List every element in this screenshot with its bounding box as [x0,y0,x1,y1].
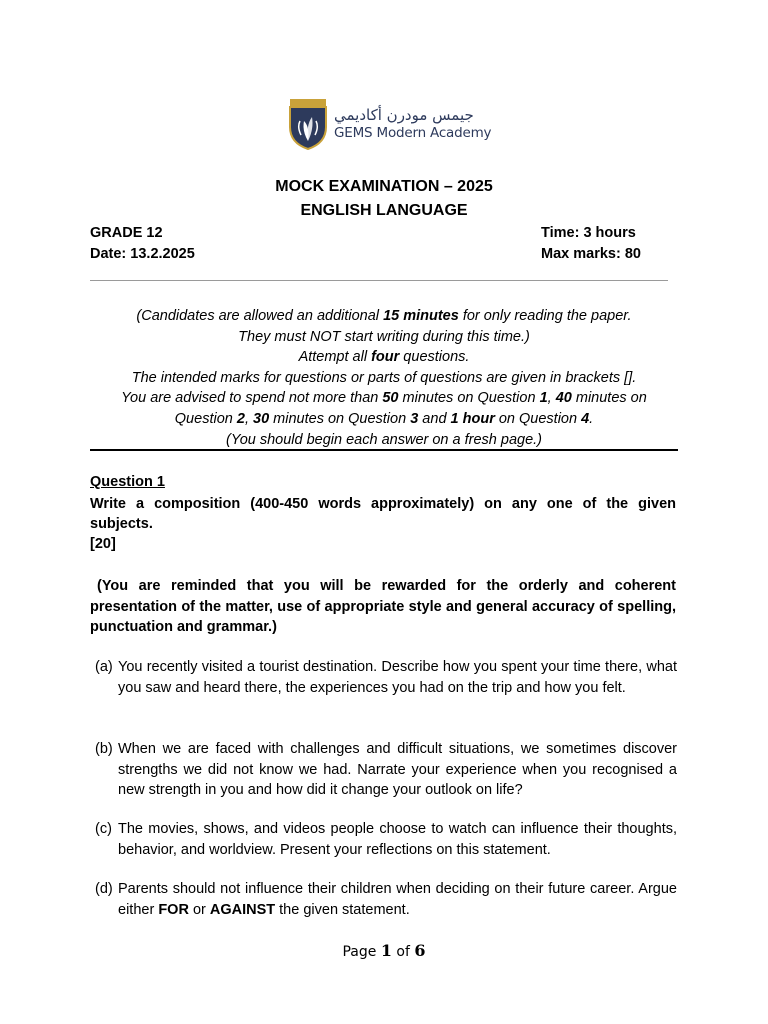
instruction-line: (Candidates are allowed an additional 15 minutes for only reading the paper. [136,308,632,324]
option-label: (a) [95,659,113,675]
instructions-divider [90,449,678,451]
instruction-line: You are advised to spend not more than 50 minutes on Question 1, 40 minutes on [121,390,647,407]
instruction-line: Question 2, 30 minutes on Question 3 and 1 hour on Question 4. [174,410,594,427]
instruction-line: The intended marks for questions or parts of questions are given in brackets []. [131,369,637,386]
option-label: (b) [95,741,113,757]
option-text: When we are faced with challenges and difficult situations, we sometimes discover strengths we did not know we had. Narrate your experience when you recognised a new strength in you and how did it change your outlook on life? [118,741,677,798]
grade-label: GRADE 12 [90,225,163,241]
option-b [95,739,677,801]
time-label: Time: 3 hours [541,225,636,241]
school-logo [276,96,492,152]
date-label: Date: 13.2.2025 [90,246,195,262]
option-text: The movies, shows, and videos people choose to watch can influence their thoughts, behavior, and worldview. Present your reflections on this statement. [118,821,677,858]
option-label: (d) [95,881,113,897]
instruction-line: Attempt all four questions. [298,349,470,366]
instructions-block [90,306,678,450]
option-d [95,879,677,920]
max-marks-label: Max marks: 80 [541,246,641,262]
question-reminder: (You are reminded that you will be rewarded for the orderly and coherent presentation of the matter, use of appropriate style and general accuracy of spelling, punctuation and grammar.) [90,578,676,635]
question-heading: Question 1 [90,474,165,490]
exam-title: MOCK EXAMINATION – 2025 [275,178,493,195]
option-label: (c) [95,821,112,837]
question-marks: [20] [90,536,116,552]
shield-crest-icon [288,97,328,151]
question-text: Write a composition (400-450 words approximately) on any one of the given subjects. [90,496,676,532]
option-a [95,657,677,698]
instruction-line: (You should begin each answer on a fresh page.) [226,431,542,448]
option-text: Parents should not influence their children when deciding on their future career. Argue either FOR or AGAINST the given statement. [118,881,677,918]
page-number: Page 1 of 6 [342,941,426,960]
option-text: You recently visited a tourist destination. Describe how you spent your time there, what you saw and heard there, the experiences you had on the trip and how you felt. [118,659,677,696]
option-c [95,819,677,860]
subject-title: ENGLISH LANGUAGE [300,202,468,219]
logo-english-text: GEMS Modern Academy [334,125,492,141]
header-divider [90,280,668,281]
logo-arabic-text: جيمس مودرن أكاديمي [334,106,474,124]
instruction-line: They must NOT start writing during this time.) [238,328,530,345]
